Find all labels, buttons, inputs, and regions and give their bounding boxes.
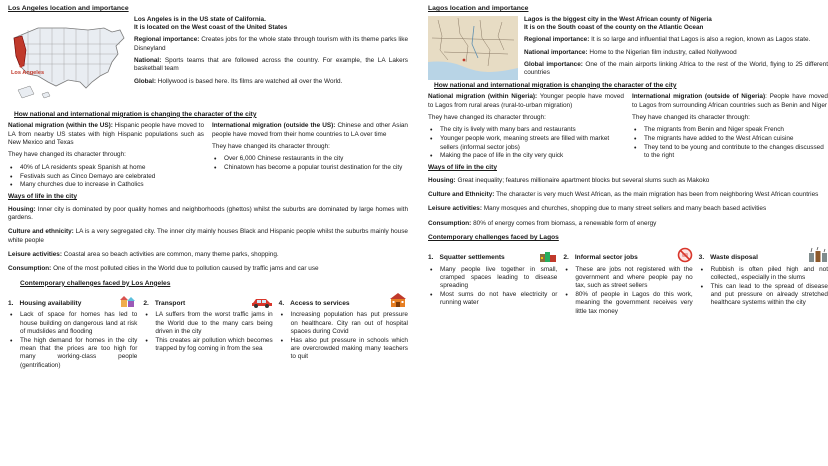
la-regional: Regional importance: Creates jobs for the whole state through tourism with its theme parks like Disneyland: [134, 36, 409, 52]
shacks-icon: [539, 249, 557, 263]
list-item: • 40% of LA residents speak Spanish at home: [8, 164, 204, 172]
lagos-global: Global importance: One of the main airports linking Africa to the rest of the World, flying to 25 different countries: [524, 61, 828, 77]
list-item: • Chinatown has become a popular tourist destination for the city: [212, 164, 408, 172]
list-item: • Younger people work, meaning streets are filled with market sellers (informal sector jobs): [428, 135, 624, 152]
list-item: • The high demand for homes in the city mean that the prices are too high for many working-class people (gentrification): [8, 337, 137, 370]
la-culture: Culture and ethnicity: LA is a very segregated city. The inner city mainly houses Black and Hispanic people whilst the suburbs mainly house white people: [8, 228, 408, 244]
list-item: • This creates air pollution which becomes trapped by fog coming in from the sea: [143, 337, 272, 354]
lagos-marker: [463, 58, 466, 61]
lagos-ways-of-life: [428, 164, 828, 228]
nigeria-map: [428, 16, 518, 80]
la-challenge-transport: 2. Transport • LA suffers from the worst traffic jams in the World due to the many cars being driven in the city • This creates air pollution which becomes trapped by fog coming in from the sea: [143, 292, 272, 370]
la-column: [8, 5, 408, 371]
list-item: • Making the pace of life in the city very quick: [428, 152, 624, 160]
lagos-challenge-waste: 3. Waste disposal • Rubbish is often piled high and not collected,, especially in the slums • This can lead to the spread of disease and put pressure on already stretched healthcare systems within the city: [699, 247, 828, 317]
lagos-challenge-squatter: 1. Squatter settlements • Many people live together in small, cramped spaces leading to disease spreading • Most sums do not have electricity or running water: [428, 247, 557, 317]
lagos-migration-title: How national and international migration is changing the character of the city: [434, 81, 677, 89]
list-item: • Festivals such as Cinco Demayo are celebrated: [8, 173, 204, 181]
la-migration-title: How national and international migration is changing the character of the city: [14, 110, 257, 118]
la-intro-line2: It is located on the West coast of the United States: [134, 24, 288, 32]
la-challenge-services: 4. Access to services • Increasing population has put pressure on healthcare. City ran out of hospital spaces during Covid • Has also put pressure in schools which are overcrowded making many teachers to quit: [279, 292, 408, 370]
houses-icon: [119, 292, 137, 308]
list-item: • This can lead to the spread of disease and put pressure on already stretched healthcare systems within the city: [699, 283, 828, 308]
la-migration: [8, 122, 408, 190]
lagos-wol-title: Ways of life in the city: [428, 164, 498, 172]
la-consumption: Consumption: One of the most polluted cities in the World due to pollution caused by traffic jams and car use: [8, 265, 319, 273]
lagos-intro-text: [524, 16, 828, 82]
list-item: • These are jobs not registered with the government and where people pay no tax, such as street sellers: [563, 266, 692, 291]
lagos-column: [428, 5, 828, 317]
bins-icon: [808, 247, 828, 263]
la-location-title: Los Angeles location and importance: [8, 5, 129, 12]
lagos-challenge-informal: 2. Informal sector jobs • These are jobs not registered with the government and where people pay no tax, such as street sellers • 80% of people in Lagos do this work, meaning the government receives very little tax money: [563, 247, 692, 317]
usa-map-graphic: [8, 16, 128, 108]
list-item: • Increasing population has put pressure on healthcare. City ran out of hospital spaces during Covid: [279, 311, 408, 336]
list-item: • Has also put pressure in schools which are overcrowded making many teachers to quit: [279, 337, 408, 362]
list-item: • Lack of space for homes has led to house building on dangerous land at risk of mudslides and flooding: [8, 311, 137, 336]
la-challenge-housing: 1. Housing availability • Lack of space for homes has led to house building on dangerous land at risk of mudslides and flooding • The high demand for homes in the city mean that the prices are too high for many working-class people (gentrification): [8, 292, 137, 370]
list-item: • Over 6,000 Chinese restaurants in the city: [212, 155, 408, 163]
la-nat-bullets: [8, 164, 204, 190]
la-challenges-title: Contemporary challenges faced by Los Angeles: [20, 279, 171, 287]
list-item: • Many people live together in small, cramped spaces leading to disease spreading: [428, 266, 557, 291]
la-global: Global: Hollywood is based here. Its films are watched all over the World.: [134, 77, 343, 85]
la-intl-bullets: [212, 155, 408, 172]
lagos-regional: Regional importance: It is so large and influential that Lagos is also a region, known as Lagos state.: [524, 36, 811, 44]
la-national-migration: National migration (within the US): Hispanic people have moved to LA from nearby US states with high Hispanic populations such as New Mexico and Texas They have changed its character through: • 40% of LA residents speak Spanish at home • Festivals such as Cinco Demayo are celebrated • Many churches due to increase in Catholics: [8, 122, 204, 190]
la-housing: Housing: Inner city is dominated by poor quality homes and neighborhoods (ghettos) whilst the suburbs are dominated by large homes with gardens.: [8, 205, 408, 222]
list-item: • The migrants have added to the West African cuisine: [632, 135, 828, 143]
school-icon: [388, 292, 408, 308]
la-national: National: Sports teams that are followed across the country. For example, the LA Lakers basketball team: [134, 57, 408, 73]
lagos-migration: [428, 93, 828, 161]
lagos-location-title: Lagos location and importance: [428, 5, 529, 12]
lagos-leisure: Leisure activities: Many mosques and churches, shopping due to many street sellers and many beach based activities: [428, 205, 767, 213]
list-item: • The migrants from Benin and Niger speak French: [632, 126, 828, 134]
la-international-migration: International migration (outside the US): Chinese and other Asian people have moved from their home countries to LA over time They have changed its character through: • Over 6,000 Chinese restaurants in the city • Chinatown has become a popular tourist destination for the city: [212, 122, 408, 190]
no-tax-icon: [677, 247, 693, 263]
nigeria-map-graphic: [428, 16, 518, 80]
car-icon: [251, 296, 273, 308]
list-item: • The city is lively with many bars and restaurants: [428, 126, 624, 134]
lagos-challenges: [428, 247, 828, 317]
list-item: • Rubbish is often piled high and not collected,, especially in the slums: [699, 266, 828, 283]
usa-map: [8, 16, 128, 108]
la-ways-of-life: [8, 193, 408, 274]
lagos-national: National importance: Home to the Nigerian film industry, called Nollywood: [524, 48, 737, 56]
la-intro-text: [134, 16, 408, 108]
list-item: • LA suffers from the worst traffic jams in the World due to the many cars being driven in the city: [143, 311, 272, 336]
list-item: • Many churches due to increase in Catholics: [8, 181, 204, 189]
lagos-national-migration: National migration (within Nigeria): Younger people have moved to Lagos from rural areas (rural-to-urban migration) They have changed its character through: • The city is lively with many bars and restaurants • Younger people work, meaning streets are filled with market sellers (informal sector jobs) • Making the pace of life in the city very quick: [428, 93, 624, 161]
la-leisure: Leisure activities: Coastal area so beach activities are common, many theme parks, shopping.: [8, 251, 279, 259]
list-item: • They tend to be young and contribute to the changes discussed to the right: [632, 144, 828, 161]
lagos-intro-line1: Lagos is the biggest city in the West African county of Nigeria: [524, 15, 712, 23]
la-intro: [8, 16, 408, 108]
la-challenges: [8, 292, 408, 370]
lagos-intro-line2: It is on the South coast of the county on the Atlantic Ocean: [524, 24, 704, 32]
la-wol-title: Ways of life in the city: [8, 193, 78, 201]
la-intro-line1: Los Angeles is in the US state of California.: [134, 15, 266, 23]
list-item: • Most sums do not have electricity or running water: [428, 291, 557, 308]
list-item: • 80% of people in Lagos do this work, meaning the government receives very little tax money: [563, 291, 692, 316]
lagos-challenges-title: Contemporary challenges faced by Lagos: [428, 234, 559, 242]
lagos-culture: Culture and Ethnicity: The character is very much West African, as the main migration has been from neighboring West African countries: [428, 191, 819, 199]
lagos-housing: Housing: Great inequality; features millionaire apartment blocks but several slums such as Makoko: [428, 176, 710, 184]
lagos-international-migration: International migration (outside of Nigeria): People have moved to Lagos from surrounding African countries such as Benin and Niger They have changed its character through: • The migrants from Benin and Niger speak French • The migrants have added to the West African cuisine • They tend to be young and contribute to the changes discussed to the right: [632, 93, 828, 161]
lagos-consumption: Consumption: 80% of energy comes from biomass, a renewable form of energy: [428, 219, 657, 227]
lagos-intro: [428, 16, 828, 82]
map-label: Los Angeles: [11, 69, 45, 76]
